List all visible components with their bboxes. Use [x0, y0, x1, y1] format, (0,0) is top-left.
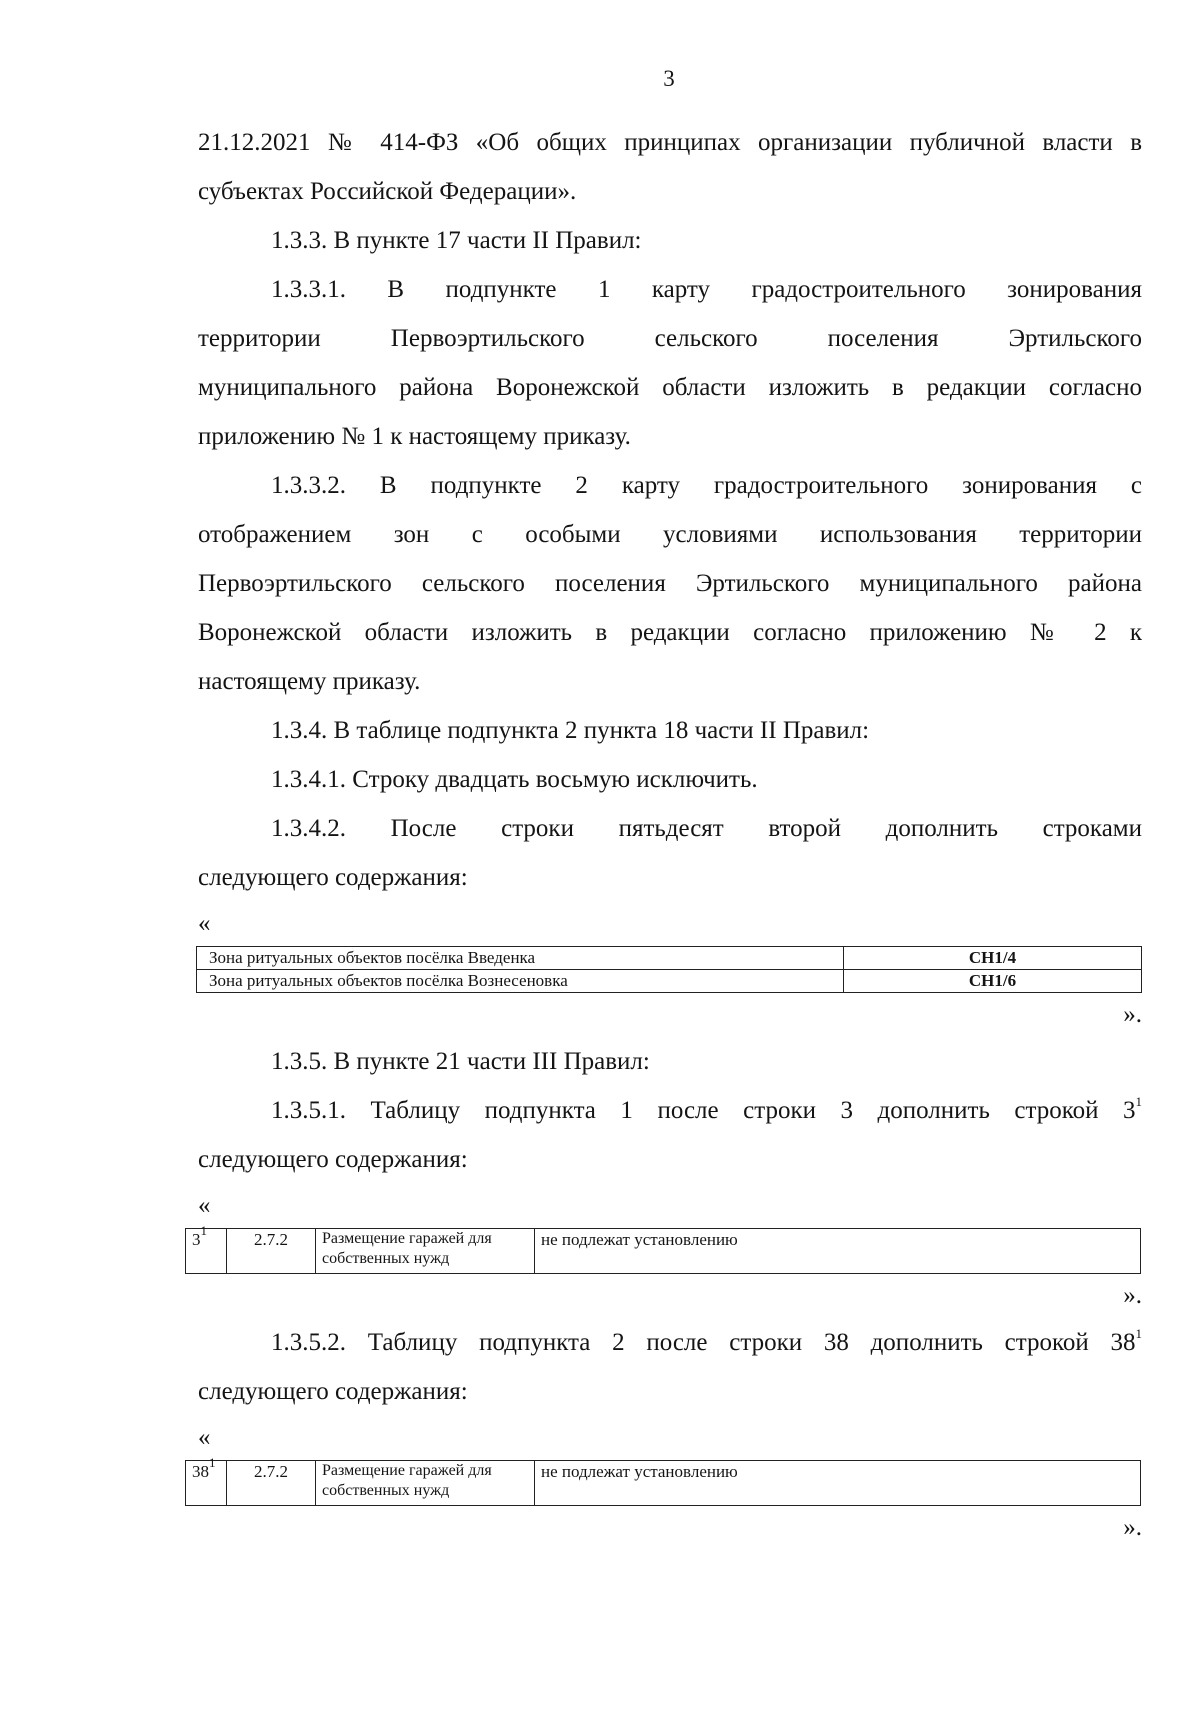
paragraph-line: территории Первоэртильского сельского поселения Эртильского — [198, 325, 1142, 352]
opening-quote: « — [198, 1192, 211, 1219]
clause-1-3-3-2: 1.3.3.2. В подпункте 2 карту градостроительного зонирования с — [271, 472, 1142, 499]
paragraph-line: настоящему приказу. — [198, 668, 421, 695]
table-row — [186, 1461, 1141, 1506]
clause-text: 1.3.5.2. Таблицу подпункта 2 после строки 38 дополнить строкой 38 — [271, 1329, 1136, 1356]
clause-1-3-4-1: 1.3.4.1. Строку двадцать восьмую исключить. — [271, 766, 758, 793]
code-cell: 2.7.2 — [227, 1461, 316, 1506]
clause-1-3-5-1 — [198, 1086, 1142, 1135]
superscript: 1 — [209, 1455, 216, 1471]
use-cell: Размещение гаражей для собственных нужд — [316, 1461, 535, 1506]
paragraph-line: Воронежской области изложить в редакции согласно приложению № 2 к — [198, 619, 1142, 646]
superscript: 1 — [200, 1223, 207, 1239]
paragraph-line: Первоэртильского сельского поселения Эртильского муниципального района — [198, 570, 1142, 597]
limits-cell: не подлежат установлению — [535, 1461, 1141, 1506]
paragraph-line: отображением зон с особыми условиями использования территории — [198, 521, 1142, 548]
zone-name-cell: Зона ритуальных объектов посёлка Вознесеновка — [197, 970, 844, 993]
row-number-cell — [186, 1223, 227, 1274]
use-table-row-3-1 — [185, 1223, 1141, 1274]
superscript: 1 — [1135, 1093, 1142, 1109]
clause-1-3-4-2: 1.3.4.2. После строки пятьдесят второй дополнить строками — [271, 815, 1142, 842]
zone-code-cell: СН1/4 — [844, 947, 1142, 970]
code-cell: 2.7.2 — [227, 1229, 316, 1274]
use-cell: Размещение гаражей для собственных нужд — [316, 1229, 535, 1274]
table-row — [186, 1229, 1141, 1274]
row-number-cell — [186, 1455, 227, 1506]
paragraph-line: приложению № 1 к настоящему приказу. — [198, 423, 631, 450]
document-body — [192, 118, 1142, 1550]
opening-quote: « — [198, 910, 211, 937]
paragraph-line: следующего содержания: — [198, 1378, 468, 1405]
zone-code-cell: СН1/6 — [844, 970, 1142, 993]
closing-quote: ». — [1123, 1514, 1142, 1541]
clause-1-3-5: 1.3.5. В пункте 21 части III Правил: — [271, 1048, 650, 1075]
paragraph-line: субъектах Российской Федерации». — [198, 178, 577, 205]
zone-name-cell: Зона ритуальных объектов посёлка Введенка — [197, 947, 844, 970]
zones-table — [196, 946, 1142, 993]
row-number: 3 — [192, 1230, 201, 1249]
use-table-row-38-1 — [185, 1455, 1141, 1506]
paragraph-line: муниципального района Воронежской области изложить в редакции согласно — [198, 374, 1142, 401]
table-row — [197, 970, 1142, 993]
superscript: 1 — [1135, 1325, 1142, 1341]
clause-1-3-3: 1.3.3. В пункте 17 части II Правил: — [271, 227, 642, 254]
table-row — [197, 947, 1142, 970]
clause-1-3-4: 1.3.4. В таблице подпункта 2 пункта 18 части II Правил: — [271, 717, 870, 744]
paragraph-line: 21.12.2021 № 414-ФЗ «Об общих принципах организации публичной власти в — [198, 129, 1142, 156]
row-number: 38 — [192, 1462, 209, 1481]
paragraph-line: следующего содержания: — [198, 864, 468, 891]
closing-quote: ». — [1123, 1282, 1142, 1309]
clause-1-3-3-1: 1.3.3.1. В подпункте 1 карту градостроительного зонирования — [271, 276, 1142, 303]
page-number: 3 — [663, 66, 675, 91]
clause-1-3-5-2 — [198, 1318, 1142, 1367]
paragraph-line: следующего содержания: — [198, 1146, 468, 1173]
clause-text: 1.3.5.1. Таблицу подпункта 1 после строки 3 дополнить строкой 3 — [271, 1097, 1136, 1124]
closing-quote: ». — [1123, 1001, 1142, 1028]
limits-cell: не подлежат установлению — [535, 1229, 1141, 1274]
opening-quote: « — [198, 1424, 211, 1451]
